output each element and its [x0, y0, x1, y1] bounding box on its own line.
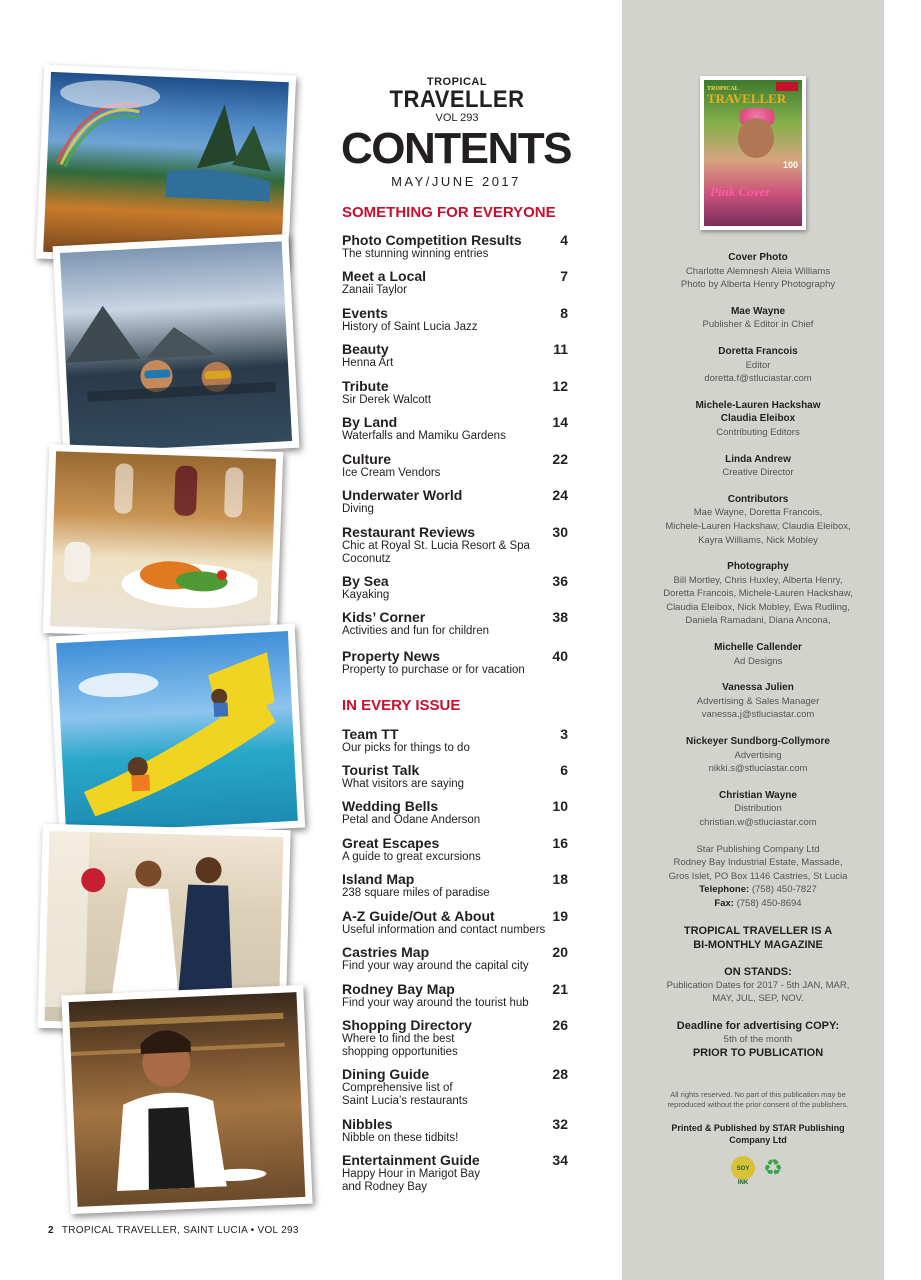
- toc-entry-title: Culture: [342, 451, 391, 467]
- toc-entry-title: Nibbles: [342, 1116, 393, 1132]
- credit-role: Contributing Editors: [716, 426, 800, 438]
- soy-ink-logo: SOY INK: [731, 1156, 755, 1180]
- toc-entry-desc: Activities and fun for children: [342, 625, 490, 637]
- toc-entry-page: 14: [552, 414, 568, 430]
- toc-entry-page: 40: [552, 648, 568, 664]
- toc-entry-title: A-Z Guide/Out & About: [342, 908, 495, 924]
- toc-entry-desc: Property to purchase or for vacation: [342, 664, 525, 676]
- toc-entry-page: 18: [552, 871, 568, 887]
- toc-entry-wedding-bells[interactable]: [342, 798, 578, 827]
- toc-entry-page: 11: [553, 341, 568, 357]
- company-line: Star Publishing Company Ltd: [696, 843, 820, 855]
- toc-entry-desc: Waterfalls and Mamiku Gardens: [342, 430, 506, 442]
- credit-role: Distribution: [734, 803, 782, 815]
- toc-entry-title: Underwater World: [342, 487, 463, 503]
- toc-entry-desc: Find your way around the tourist hub: [342, 997, 529, 1009]
- cover-number: 100: [782, 160, 798, 170]
- credit-role: Advertising: [734, 749, 782, 761]
- credit-cover-photo: [630, 251, 886, 292]
- toc-entry-kids-corner[interactable]: [342, 609, 578, 638]
- toc-entry-desc: Petal and Odane Anderson: [342, 814, 481, 826]
- toc-entry-title: Team TT: [342, 726, 399, 742]
- company-line: Gros Islet, PO Box 1146 Castries, St Lucia: [668, 870, 848, 882]
- credit-editor: [630, 345, 886, 386]
- credit-heading: Photography: [727, 561, 789, 573]
- toc-entry-desc: Ice Cream Vendors: [342, 467, 441, 479]
- toc-entry-page: 36: [552, 573, 568, 589]
- toc-entry-desc: Diving: [342, 503, 374, 515]
- toc-entry-page: 8: [560, 305, 568, 321]
- toc-entry-meet-a-local[interactable]: [342, 268, 578, 297]
- credit-contributing-editors: [630, 399, 886, 440]
- photo-chef: [61, 985, 312, 1214]
- toc-entry-title: Tribute: [342, 378, 389, 394]
- credit-role: Editor: [745, 359, 771, 371]
- cover-image: [704, 80, 802, 226]
- rights-notice: All rights reserved. No part of this publication may be reproduced without the prior consent of the publishers.: [667, 1090, 849, 1109]
- company-address: [630, 843, 886, 911]
- notice-line: Publication Dates for 2017 - 5th JAN, MAR,: [666, 979, 850, 991]
- footer-text: TROPICAL TRAVELLER, SAINT LUCIA • VOL 293: [61, 1225, 299, 1236]
- deadline-notice: [630, 1019, 886, 1061]
- credit-role: Advertising & Sales Manager: [696, 695, 820, 707]
- cover-masthead: [707, 86, 786, 105]
- company-telephone: Telephone: (758) 450-7827: [699, 884, 817, 896]
- cover-child: [738, 118, 774, 158]
- toc-entry-desc: Nibble on these tidbits!: [342, 1132, 459, 1144]
- credit-photography: [630, 560, 886, 628]
- bimonthly-notice: [630, 924, 886, 952]
- masthead-volume: VOL 293: [435, 112, 479, 124]
- toc-entry-page: 7: [560, 268, 568, 284]
- recycle-icon: ♻: [763, 1155, 783, 1181]
- toc-entry-page: 21: [552, 981, 568, 997]
- toc-entry-title: Restaurant Reviews: [342, 524, 476, 540]
- toc-entry-photo-competition[interactable]: [342, 232, 578, 261]
- credit-sales-manager: [630, 681, 886, 722]
- section-heading-something-for-everyone: SOMETHING FOR EVERYONE: [342, 204, 556, 221]
- credit-email[interactable]: nikki.s@stluciastar.com: [708, 763, 808, 775]
- credit-advertising: [630, 735, 886, 776]
- cover-thumbnail[interactable]: [700, 76, 806, 230]
- toc-entry-desc: 238 square miles of paradise: [342, 887, 490, 899]
- toc-entry-dining-guide[interactable]: [342, 1066, 578, 1108]
- notice-line: TROPICAL TRAVELLER IS A: [683, 924, 833, 937]
- toc-entry-nibbles[interactable]: [342, 1116, 578, 1145]
- toc-entry-team-tt[interactable]: [342, 726, 578, 755]
- toc-entry-title: Kids’ Corner: [342, 609, 426, 625]
- credits-block: [630, 251, 886, 1186]
- printed-by: Printed & Published by STAR Publishing Company Ltd: [671, 1123, 845, 1146]
- section-heading-in-every-issue: IN EVERY ISSUE: [342, 697, 461, 714]
- toc-entry-title: Beauty: [342, 341, 389, 357]
- toc-entry-title: By Sea: [342, 573, 389, 589]
- toc-entry-property-news[interactable]: [342, 648, 578, 677]
- toc-entry-desc: Comprehensive list of Saint Lucia’s restaurants: [342, 1082, 468, 1107]
- notice-heading: Deadline for advertising COPY:: [676, 1019, 840, 1032]
- toc-entry-rodney-bay-map[interactable]: [342, 981, 578, 1010]
- credit-heading: Cover Photo: [728, 252, 788, 263]
- photo-water-park: [49, 624, 305, 841]
- toc-entry-page: 26: [552, 1017, 568, 1033]
- credit-email[interactable]: christian.w@stluciastar.com: [699, 817, 817, 828]
- toc-entry-title: Tourist Talk: [342, 762, 420, 778]
- toc-entry-desc: A guide to great excursions: [342, 851, 481, 863]
- toc-entry-title: Property News: [342, 648, 441, 664]
- toc-entry-desc: Useful information and contact numbers: [342, 924, 546, 936]
- toc-entry-page: 22: [552, 451, 568, 467]
- toc-entry-events[interactable]: [342, 305, 578, 334]
- credit-name: Christian Wayne: [719, 789, 797, 801]
- toc-entry-desc: Sir Derek Walcott: [342, 394, 432, 406]
- toc-entry-desc: Zanaii Taylor: [342, 284, 407, 296]
- toc-entry-title: Events: [342, 305, 388, 321]
- credit-role: Publisher & Editor in Chief: [702, 319, 814, 331]
- cover-masthead-small: TROPICAL: [707, 86, 739, 92]
- cover-badge: [776, 82, 798, 91]
- toc-entry-great-escapes[interactable]: [342, 835, 578, 864]
- credit-line: Daniela Ramadani, Diana Ancona,: [685, 615, 831, 627]
- toc-entry-page: 16: [552, 835, 568, 851]
- toc-entry-title: Wedding Bells: [342, 798, 439, 814]
- company-line: Rodney Bay Industrial Estate, Massade,: [673, 857, 843, 869]
- toc-entry-shopping-directory[interactable]: [342, 1017, 578, 1059]
- credit-name: Claudia Eleibox: [720, 413, 796, 425]
- credit-line: Mae Wayne, Doretta Francois,: [693, 507, 823, 519]
- toc-entry-desc: The stunning winning entries: [342, 248, 489, 260]
- toc-entry-by-land[interactable]: [342, 414, 578, 443]
- cover-masthead-big: TRAVELLER: [707, 91, 787, 106]
- toc-entry-desc: Chic at Royal St. Lucia Resort & Spa Coconutz: [342, 540, 530, 565]
- toc-entry-page: 10: [552, 798, 568, 814]
- masthead-logo: [340, 77, 574, 125]
- toc-entry-page: 38: [552, 609, 568, 625]
- credit-name: Mae Wayne: [730, 305, 786, 317]
- toc-entry-desc: History of Saint Lucia Jazz: [342, 321, 478, 333]
- toc-entry-page: 3: [560, 726, 568, 742]
- page-footer: [48, 1225, 299, 1236]
- photo-restaurant-dish: [43, 444, 283, 641]
- toc-entry-desc: Kayaking: [342, 589, 390, 601]
- masthead-big: TRAVELLER: [389, 86, 525, 113]
- toc-entry-desc: Where to find the best shopping opportunities: [342, 1033, 458, 1058]
- toc-entry-page: 12: [552, 378, 568, 394]
- toc-entry-castries-map[interactable]: [342, 944, 578, 973]
- toc-entry-desc: Happy Hour in Marigot Bay and Rodney Bay: [342, 1168, 481, 1193]
- notice-heading: ON STANDS:: [724, 965, 792, 978]
- credit-line: Michele-Lauren Hackshaw, Claudia Eleibox,: [665, 520, 851, 532]
- toc-entry-island-map[interactable]: [342, 871, 578, 900]
- notice-line: BI-MONTHLY MAGAZINE: [693, 938, 823, 951]
- toc-entry-a-z-guide[interactable]: [342, 908, 578, 937]
- notice-line: PRIOR TO PUBLICATION: [692, 1047, 824, 1060]
- credit-name: Nickeyer Sundborg-Collymore: [686, 736, 830, 748]
- toc-entry-title: By Land: [342, 414, 398, 430]
- toc-entry-title: Entertainment Guide: [342, 1152, 480, 1168]
- credit-line: Photo by Alberta Henry Photography: [680, 279, 836, 291]
- photo-snorkelers: [53, 234, 300, 460]
- toc-entry-page: 34: [552, 1152, 568, 1168]
- credit-line: Charlotte Alemnesh Aleia Williams: [685, 265, 831, 277]
- page-title: CONTENTS: [341, 124, 571, 173]
- toc-entry-title: Island Map: [342, 871, 415, 887]
- toc-entry-underwater-world[interactable]: [342, 487, 578, 516]
- credit-name: Linda Andrew: [725, 453, 791, 465]
- company-fax: Fax: (758) 450-8694: [714, 897, 802, 909]
- credit-line: Kayra Williams, Nick Mobley: [698, 534, 818, 546]
- notice-line: MAY, JUL, SEP, NOV.: [712, 993, 804, 1005]
- credit-publisher: [630, 305, 886, 332]
- toc-entry-page: 28: [552, 1066, 568, 1082]
- credit-name: Vanessa Julien: [722, 682, 794, 694]
- credit-name: Michelle Callender: [714, 642, 802, 654]
- toc-entry-entertainment-guide[interactable]: [342, 1152, 578, 1194]
- credit-distribution: [630, 789, 886, 830]
- toc-entry-restaurant-reviews[interactable]: [342, 524, 578, 566]
- credit-line: Claudia Eleibox, Nick Mobley, Ewa Rudling,: [666, 601, 850, 613]
- toc-entry-desc: Our picks for things to do: [342, 742, 470, 754]
- credit-heading: Contributors: [727, 493, 789, 505]
- toc-entry-tourist-talk[interactable]: [342, 762, 578, 791]
- print-logos: [630, 1155, 886, 1186]
- page-number: 2: [48, 1225, 54, 1236]
- credit-line: Bill Mortley, Chris Huxley, Alberta Henry,: [673, 574, 843, 586]
- toc-entry-tribute[interactable]: [342, 378, 578, 407]
- credit-name: Michele-Lauren Hackshaw: [695, 399, 821, 411]
- toc-entry-desc: What visitors are saying: [342, 778, 465, 790]
- toc-entry-beauty[interactable]: [342, 341, 578, 370]
- credit-name: Doretta Francois: [718, 345, 798, 357]
- credit-line: Doretta Francois, Michele-Lauren Hackshaw,: [663, 588, 853, 600]
- toc-entry-by-sea[interactable]: [342, 573, 578, 602]
- toc-entry-title: Dining Guide: [342, 1066, 430, 1082]
- toc-entry-page: 30: [552, 524, 568, 540]
- credit-ad-designs: [630, 641, 886, 668]
- toc-entry-page: 19: [552, 908, 568, 924]
- toc-entry-title: Meet a Local: [342, 268, 427, 284]
- issue-date: MAY/JUNE 2017: [391, 174, 521, 189]
- credit-contributors: [630, 493, 886, 547]
- toc-entry-page: 24: [552, 487, 568, 503]
- toc-entry-page: 6: [560, 762, 568, 778]
- toc-entry-page: 20: [552, 944, 568, 960]
- toc-entry-title: Great Escapes: [342, 835, 440, 851]
- credit-role: Ad Designs: [733, 655, 783, 667]
- toc-entry-title: Photo Competition Results: [342, 232, 522, 248]
- toc-entry-page: 32: [552, 1116, 568, 1132]
- toc-entry-title: Rodney Bay Map: [342, 981, 455, 997]
- toc-entry-page: 4: [560, 232, 568, 248]
- toc-entry-title: Shopping Directory: [342, 1017, 472, 1033]
- on-stands-notice: [630, 965, 886, 1006]
- credit-email[interactable]: vanessa.j@stluciastar.com: [701, 709, 815, 721]
- toc-entry-desc: Henna Art: [342, 357, 394, 369]
- toc-entry-desc: Find your way around the capital city: [342, 960, 529, 972]
- toc-entry-title: Castries Map: [342, 944, 430, 960]
- masthead-small: TROPICAL: [426, 76, 488, 88]
- credit-creative-director: [630, 453, 886, 480]
- credit-role: Creative Director: [722, 467, 794, 479]
- cover-script-title: Pink Cover: [710, 184, 771, 199]
- notice-line: 5th of the month: [723, 1033, 793, 1045]
- toc-entry-culture[interactable]: [342, 451, 578, 480]
- credit-email[interactable]: doretta.f@stluciastar.com: [704, 373, 812, 385]
